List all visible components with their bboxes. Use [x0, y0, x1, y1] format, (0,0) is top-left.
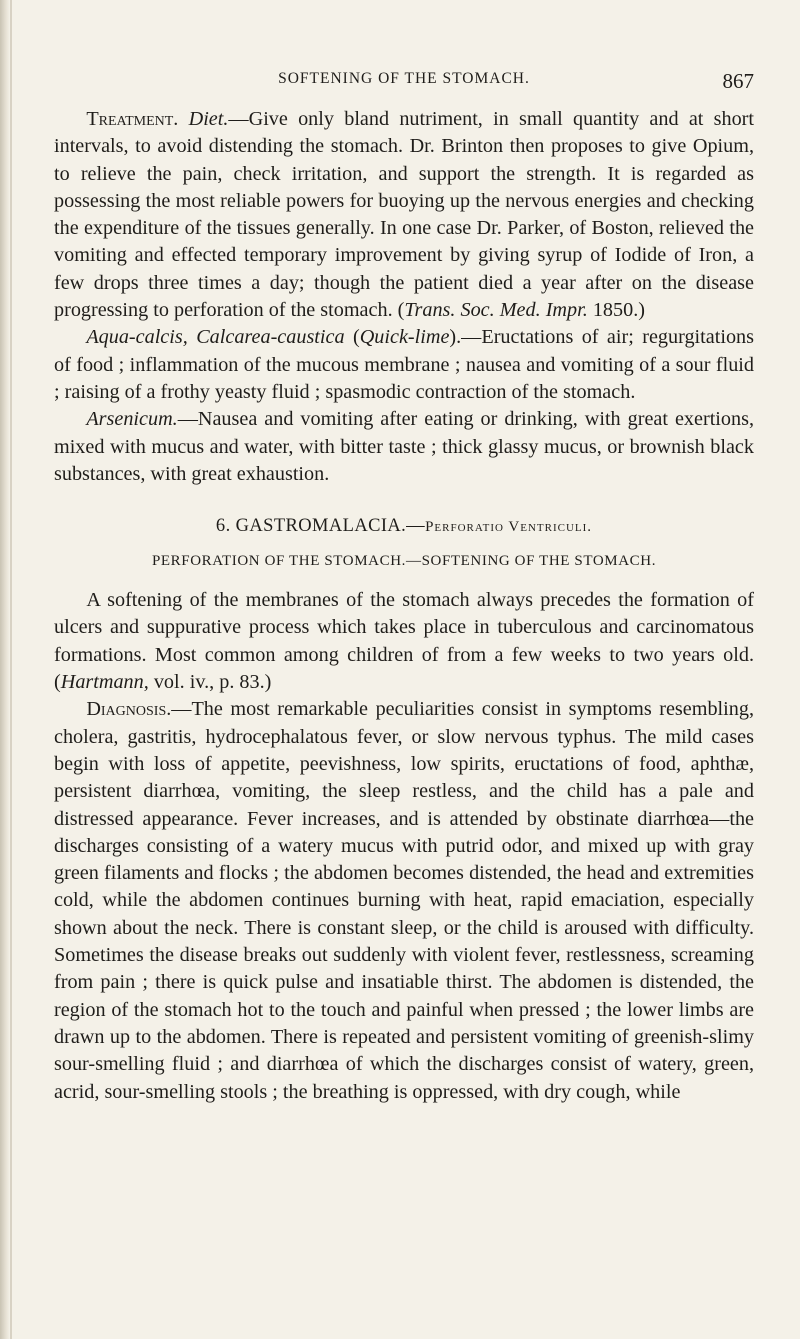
diagnosis-label: Diagnosis.: [86, 698, 172, 721]
remedy-text-arsenicum: —Nausea and vomiting after eating or drinking, with great exertions, mixed with mucus and water, with bitter taste ; thick glassy mucus, or brownish black substances, with great exhaustion.: [54, 408, 754, 485]
paragraph-treatment: [54, 106, 754, 324]
remedy-paren: (: [344, 326, 360, 349]
softening-text: A softening of the membranes of the stomach always precedes the formation of ulcers and suppurative process which takes place in tuberculous and carcinomatous formations. Most common among children of from a few weeks to two years old. (: [54, 589, 754, 694]
remedy-alt-name: Quick-lime: [359, 326, 450, 349]
paragraph-diagnosis: [54, 696, 754, 1105]
treatment-label: Treatment.: [86, 108, 179, 130]
paragraph-aqua-calcis: [54, 324, 754, 406]
page-header: [54, 70, 754, 106]
remedy-name-arsenicum: Arsenicum.: [86, 408, 178, 431]
treatment-reference: Trans. Soc. Med. Impr.: [404, 299, 588, 322]
remedy-text-aqua-calcis: ).—Eructations of air; regurgitations of food ; inflammation of the mucous membrane ; nausea and vomiting of a sour fluid ; raising of a frothy yeasty fluid ; spasmodic contraction of the stomach.: [54, 326, 754, 403]
paragraph-arsenicum: [54, 406, 754, 488]
running-head: SOFTENING OF THE STOMACH.: [278, 70, 530, 87]
page-binding-line: [10, 0, 12, 1339]
section-subheading: PERFORATION OF THE STOMACH.—SOFTENING OF THE STOMACH.: [151, 553, 657, 570]
diagnosis-text: —The most remarkable peculiarities consist in symptoms resembling, cholera, gastritis, hydrocephalatous fever, or slow nervous typhus. The mild cases begin with loss of appetite, peevishness, low spirits, eructations of food, aphthæ, persistent diarrhœa, vomiting, the sleep restless, and the child has a pale and distressed appearance. Fever increases, and is attended by obstinate diarrhœa—the discharges consisting of a watery mucus with putrid odor, and mixed up with gray green filaments and flocks ; the abdomen becomes distended, the head and extremities cold, while the abdomen continues burning with heat, rapid emaciation, especially shown about the neck. There is constant sleep, or the child is aroused with difficulty. Sometimes the disease breaks out suddenly with violent fever, restlessness, screaming from pain ; there is quick pulse and insatiable thirst. The abdomen is distended, the region of the stomach hot to the touch and painful when pressed ; the lower limbs are drawn up to the abdomen. There is repeated and persistent vomiting of greenish-slimy sour-smelling fluid ; and diarrhœa of which the discharges consist of watery, green, acrid, sour-smelling stools ; the breathing is oppressed, with dry cough, while: [54, 698, 754, 1103]
section-title: 6. GASTROMALACIA.—: [215, 516, 426, 537]
diet-label: Diet.: [188, 108, 229, 130]
treatment-text: —Give only bland nutriment, in small quantity and at short intervals, to avoid distending the stomach. Dr. Brinton then proposes to give Opium, to relieve the pain, check irritation, and support the strength. It is regarded as possessing the most reliable powers for buoying up the nervous energies and checking the expenditure of the tissues generally. In one case Dr. Parker, of Boston, relieved the vomiting and effected temporary improvement by giving syrup of Iodide of Iron, a few drops three times a day; though the patient died a year after on the disease progressing to perforation of the stomach. (: [54, 108, 755, 322]
book-page: [54, 70, 754, 1106]
page-number: 867: [722, 69, 754, 93]
remedy-name-aqua-calcis: Aqua-calcis, Calcarea-caustica: [86, 326, 345, 349]
softening-reference: Hartmann,: [60, 671, 149, 694]
treatment-reference-end: 1850.): [587, 299, 645, 322]
paragraph-softening: [54, 587, 754, 696]
softening-reference-end: vol. iv., p. 83.): [148, 671, 272, 694]
section-heading: [54, 516, 754, 537]
page-binding-edge: [0, 0, 10, 1339]
section-latin-title: Perforatio Ventriculi.: [425, 519, 593, 536]
